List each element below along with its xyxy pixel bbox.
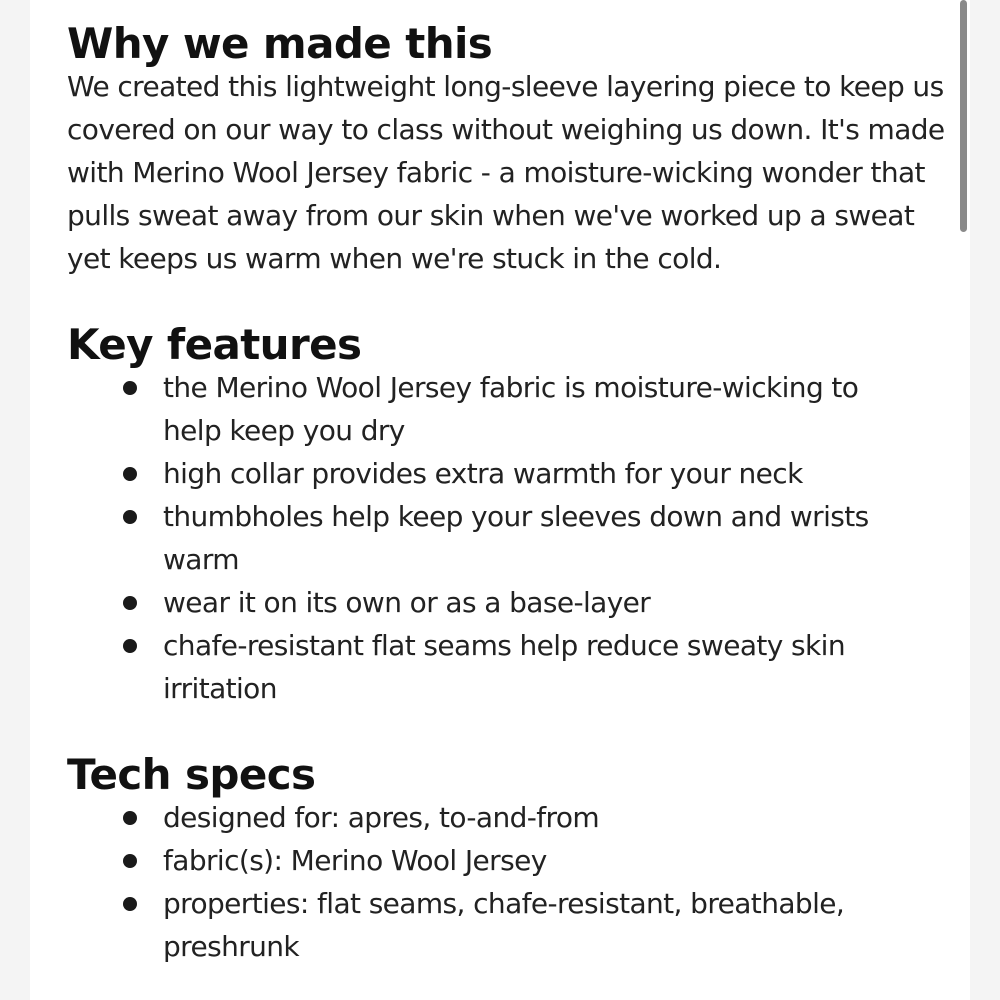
spec-text: properties: flat seams, chafe-resistant, breathable, preshrunk [163,887,845,963]
bullet-icon [123,381,137,395]
list-item [67,495,947,581]
bullet-icon [123,510,137,524]
features-list [67,366,947,710]
specs-list [67,796,947,968]
bullet-icon [123,854,137,868]
list-item [67,624,947,710]
bullet-icon [123,639,137,653]
list-item [67,452,947,495]
why-heading: Why we made this [67,19,493,68]
feature-text: thumbholes help keep your sleeves down and wrists warm [163,500,869,576]
product-description [67,19,947,968]
feature-text: wear it on its own or as a base-layer [163,586,651,619]
list-item [67,882,947,968]
spec-text: designed for: apres, to-and-from [163,801,600,834]
list-item [67,839,947,882]
scrollbar[interactable] [958,0,970,1000]
feature-text: the Merino Wool Jersey fabric is moisture-wicking to help keep you dry [163,371,859,447]
section-spacer [67,280,947,323]
bullet-icon [123,811,137,825]
spec-text: fabric(s): Merino Wool Jersey [163,844,547,877]
feature-text: high collar provides extra warmth for your neck [163,457,803,490]
why-paragraph: We created this lightweight long-sleeve layering piece to keep us covered on our way to class without weighing us down. It's made with Merino Wool Jersey fabric - a moisture-wicking wonder that pulls sweat away from our skin when we've worked up a sweat yet keeps us warm when we're stuck in the cold. [67,70,945,275]
specs-heading: Tech specs [67,750,316,799]
scrollbar-thumb[interactable] [960,0,967,232]
bullet-icon [123,467,137,481]
list-item [67,366,947,452]
bullet-icon [123,897,137,911]
bullet-icon [123,596,137,610]
features-heading: Key features [67,320,362,369]
list-item [67,581,947,624]
section-spacer [67,710,947,753]
feature-text: chafe-resistant flat seams help reduce sweaty skin irritation [163,629,845,705]
list-item [67,796,947,839]
